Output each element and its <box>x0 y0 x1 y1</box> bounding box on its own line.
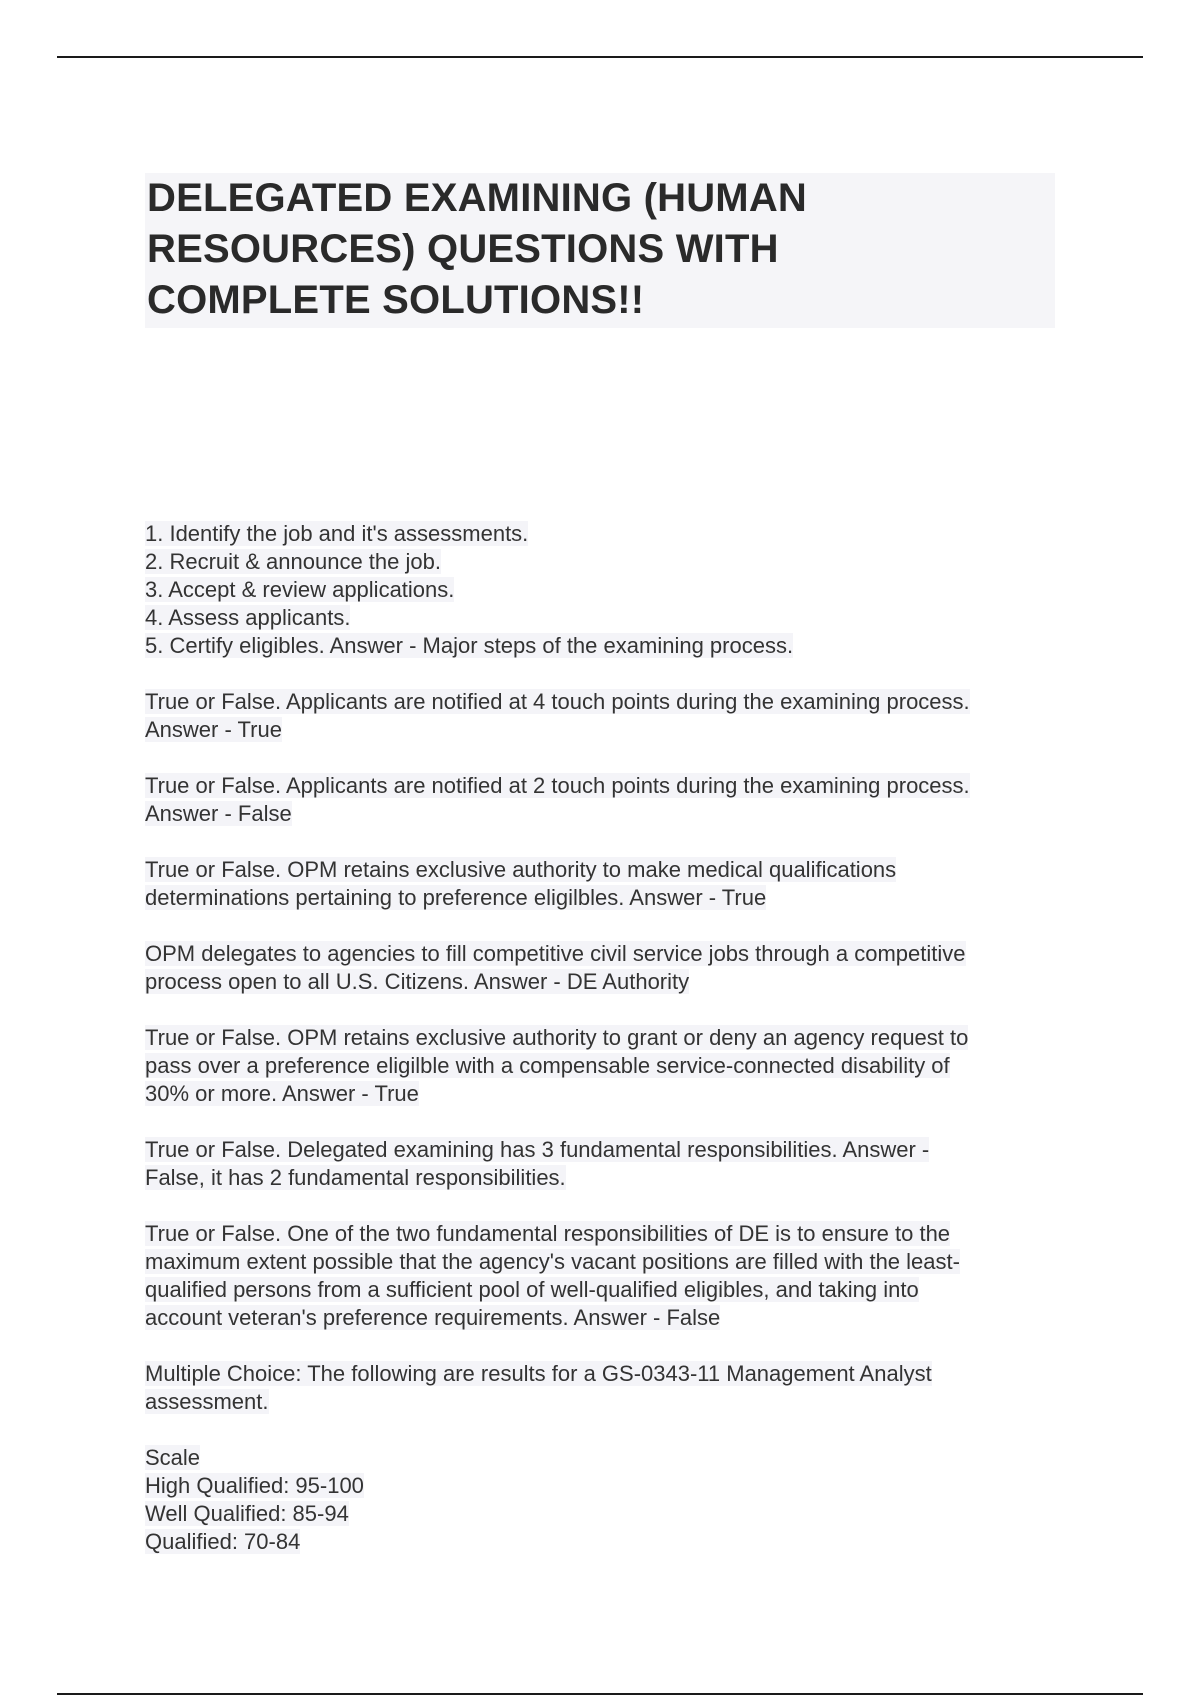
qa-line: 3. Accept & review applications. <box>145 577 455 602</box>
qa-line: 1. Identify the job and it's assessments. <box>145 521 529 546</box>
qa-item <box>145 1024 1065 1108</box>
qa-line: True or False. Applicants are notified at 2 touch points during the examining process. <box>145 773 970 798</box>
title-line: DELEGATED EXAMINING (HUMAN <box>147 176 808 220</box>
qa-line: Qualified: 70-84 <box>145 1529 301 1554</box>
qa-item <box>145 688 1065 744</box>
qa-line: Scale <box>145 1445 201 1470</box>
qa-line: Well Qualified: 85-94 <box>145 1501 349 1526</box>
qa-line: 5. Certify eligibles. Answer - Major steps of the examining process. <box>145 633 794 658</box>
qa-item <box>145 856 1065 912</box>
qa-line: Multiple Choice: The following are results for a GS-0343-11 Management Analyst <box>145 1361 932 1386</box>
top-rule <box>57 56 1143 58</box>
qa-line: True or False. One of the two fundamental responsibilities of DE is to ensure to the <box>145 1221 951 1246</box>
qa-line: account veteran's preference requirements. Answer - False <box>145 1305 721 1330</box>
qa-line: True or False. OPM retains exclusive authority to grant or deny an agency request to <box>145 1025 969 1050</box>
qa-item <box>145 1360 1065 1416</box>
qa-item <box>145 772 1065 828</box>
qa-item <box>145 940 1065 996</box>
qa-line: 30% or more. Answer - True <box>145 1081 419 1106</box>
qa-line: determinations pertaining to preference eligilbles. Answer - True <box>145 885 767 910</box>
qa-line: 4. Assess applicants. <box>145 605 351 630</box>
bottom-rule <box>57 1693 1143 1695</box>
qa-line: High Qualified: 95-100 <box>145 1473 364 1498</box>
qa-item <box>145 1444 1065 1556</box>
qa-line: False, it has 2 fundamental responsibilities. <box>145 1165 566 1190</box>
document-title <box>145 173 1055 328</box>
title-line: COMPLETE SOLUTIONS!! <box>147 278 645 322</box>
qa-line: process open to all U.S. Citizens. Answer - DE Authority <box>145 969 690 994</box>
qa-line: pass over a preference eligilble with a compensable service-connected disability of <box>145 1053 950 1078</box>
qa-item <box>145 1220 1065 1332</box>
qa-list <box>145 520 1065 1584</box>
title-line: RESOURCES) QUESTIONS WITH <box>147 227 779 271</box>
qa-line: OPM delegates to agencies to fill competitive civil service jobs through a competitive <box>145 941 966 966</box>
qa-line: maximum extent possible that the agency's vacant positions are filled with the least- <box>145 1249 960 1274</box>
qa-line: Answer - False <box>145 801 292 826</box>
qa-line: True or False. OPM retains exclusive authority to make medical qualifications <box>145 857 897 882</box>
qa-line: assessment. <box>145 1389 269 1414</box>
qa-item <box>145 520 1065 660</box>
qa-line: 2. Recruit & announce the job. <box>145 549 441 574</box>
qa-line: True or False. Delegated examining has 3 fundamental responsibilities. Answer - <box>145 1137 930 1162</box>
qa-line: True or False. Applicants are notified at 4 touch points during the examining process. <box>145 689 970 714</box>
qa-line: qualified persons from a sufficient pool of well-qualified eligibles, and taking into <box>145 1277 919 1302</box>
qa-line: Answer - True <box>145 717 282 742</box>
qa-item <box>145 1136 1065 1192</box>
